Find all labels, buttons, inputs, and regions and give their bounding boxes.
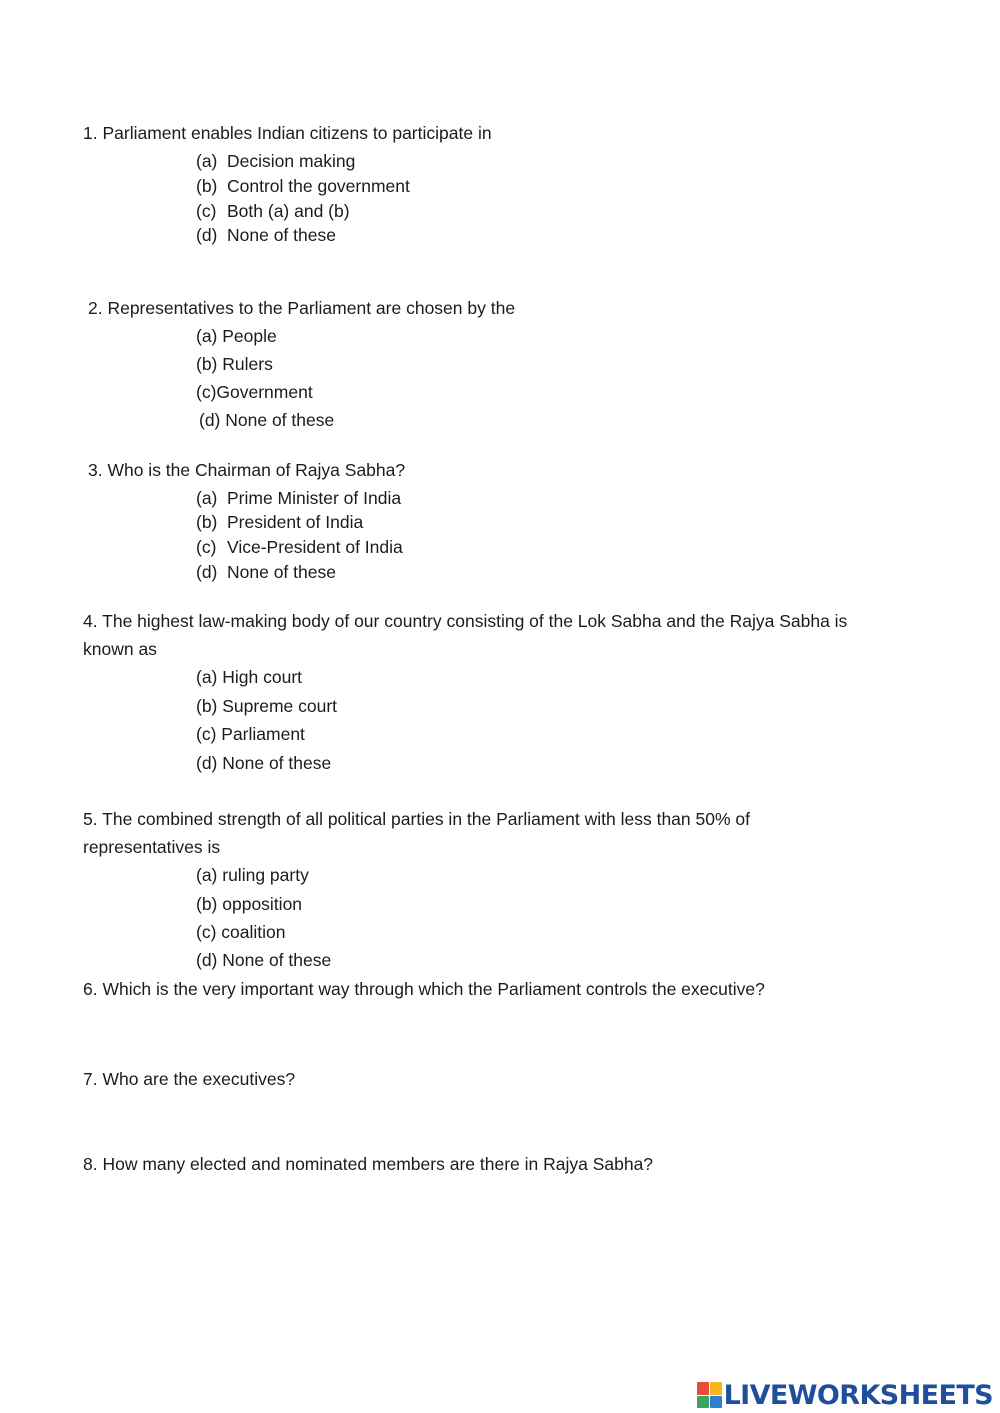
logo-tile-3 bbox=[697, 1396, 709, 1409]
q3-option-d[interactable]: (d) None of these bbox=[196, 562, 336, 582]
logo-text: LIVEWORKSHEETS bbox=[723, 1379, 993, 1411]
q1-option-b[interactable]: (b) Control the government bbox=[196, 176, 410, 196]
question-2-text: 2. Representatives to the Parliament are chosen by the bbox=[88, 298, 516, 318]
q1-option-d[interactable]: (d) None of these bbox=[196, 225, 336, 245]
q2-option-c[interactable]: (c)Government bbox=[196, 382, 313, 402]
question-3-text: 3. Who is the Chairman of Rajya Sabha? bbox=[88, 460, 406, 480]
question-4-text-line2: known as bbox=[83, 639, 157, 659]
question-4-text-line1: 4. The highest law-making body of our country consisting of the Lok Sabha and the Rajya Sabha is bbox=[83, 611, 848, 631]
question-7-text: 7. Who are the executives? bbox=[83, 1069, 296, 1089]
q5-option-a[interactable]: (a) ruling party bbox=[196, 865, 309, 885]
logo-tile-1 bbox=[697, 1382, 709, 1395]
q2-option-b[interactable]: (b) Rulers bbox=[196, 354, 273, 374]
liveworksheets-icon bbox=[697, 1382, 722, 1408]
q1-option-c[interactable]: (c) Both (a) and (b) bbox=[196, 201, 350, 221]
question-5-text-line1: 5. The combined strength of all political parties in the Parliament with less than 50% of bbox=[83, 809, 750, 829]
q3-option-a[interactable]: (a) Prime Minister of India bbox=[196, 488, 402, 508]
q2-option-d[interactable]: (d) None of these bbox=[199, 410, 335, 430]
q4-option-b[interactable]: (b) Supreme court bbox=[196, 696, 338, 716]
q4-option-a[interactable]: (a) High court bbox=[196, 667, 303, 687]
q5-option-b[interactable]: (b) opposition bbox=[196, 894, 303, 914]
q4-option-c[interactable]: (c) Parliament bbox=[196, 724, 305, 744]
question-5-text-line2: representatives is bbox=[83, 837, 221, 857]
question-8-text: 8. How many elected and nominated members are there in Rajya Sabha? bbox=[83, 1154, 654, 1174]
q3-option-c[interactable]: (c) Vice-President of India bbox=[196, 537, 403, 557]
q4-option-d[interactable]: (d) None of these bbox=[196, 753, 332, 773]
q2-option-a[interactable]: (a) People bbox=[196, 326, 277, 346]
q1-option-a[interactable]: (a) Decision making bbox=[196, 151, 356, 171]
question-6-text: 6. Which is the very important way through which the Parliament controls the executive? bbox=[83, 979, 765, 999]
question-1-text: 1. Parliament enables Indian citizens to participate in bbox=[83, 123, 492, 143]
q5-option-c[interactable]: (c) coalition bbox=[196, 922, 286, 942]
q5-option-d[interactable]: (d) None of these bbox=[196, 950, 332, 970]
logo-tile-4 bbox=[710, 1396, 722, 1409]
logo-tile-2 bbox=[710, 1382, 722, 1395]
liveworksheets-logo bbox=[697, 1380, 993, 1410]
q3-option-b[interactable]: (b) President of India bbox=[196, 512, 364, 532]
